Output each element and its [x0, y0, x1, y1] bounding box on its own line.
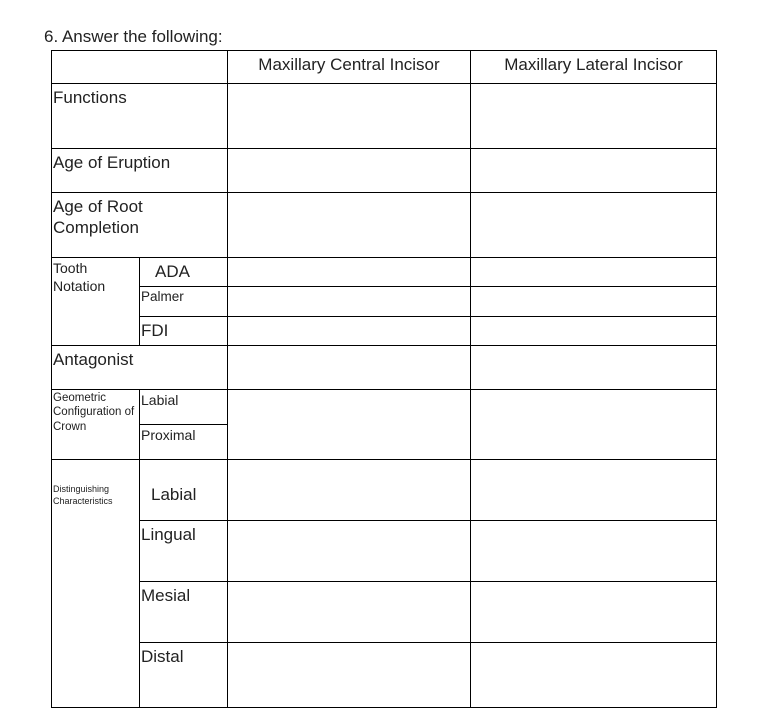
answer-cell-lateral[interactable]: [471, 193, 716, 257]
table-border-top: [51, 50, 717, 51]
answer-cell-lateral[interactable]: [471, 460, 716, 520]
answer-cell-lateral[interactable]: [471, 521, 716, 581]
answer-cell-lateral[interactable]: [471, 582, 716, 642]
table-border-bottom: [51, 707, 717, 708]
answer-cell-central[interactable]: [228, 582, 470, 642]
row-label-geometric-configuration: Geometric Configuration of Crown: [53, 392, 135, 433]
row-label-ada: ADA: [155, 262, 190, 281]
row-label-age-of-eruption: Age of Eruption: [53, 153, 171, 172]
row-label-distinguishing-mesial: Mesial: [141, 586, 191, 605]
answer-cell-central[interactable]: [228, 287, 470, 316]
row-label-palmer: Palmer: [141, 289, 184, 304]
row-label-geometric-labial: Labial: [141, 392, 179, 408]
row-label-fdi: FDI: [141, 321, 169, 340]
answer-cell-central[interactable]: [228, 193, 470, 257]
answer-cell-central[interactable]: [228, 460, 470, 520]
column-header-lateral-incisor: Maxillary Lateral Incisor: [504, 55, 683, 74]
row-label-geometric-proximal: Proximal: [141, 427, 196, 443]
question-title: 6. Answer the following:: [44, 27, 223, 46]
answer-cell-central[interactable]: [228, 390, 470, 459]
table-border-right: [716, 50, 717, 708]
answer-cell-lateral[interactable]: [471, 149, 716, 192]
row-label-tooth-notation: Tooth Notation: [53, 260, 106, 294]
subheader-column-divider: [139, 389, 140, 459]
row-label-distinguishing-distal: Distal: [141, 647, 184, 666]
answer-cell-lateral[interactable]: [471, 258, 716, 286]
answer-cell-central[interactable]: [228, 258, 470, 286]
answer-cell-central[interactable]: [228, 643, 470, 707]
row-label-age-of-root-completion: Age of Root Completion: [53, 197, 143, 238]
row-label-distinguishing-lingual: Lingual: [141, 525, 196, 544]
answer-cell-central[interactable]: [228, 84, 470, 148]
row-label-antagonist: Antagonist: [53, 350, 134, 369]
answer-cell-lateral[interactable]: [471, 346, 716, 389]
row-divider: [139, 424, 227, 425]
answer-cell-central[interactable]: [228, 346, 470, 389]
answer-cell-lateral[interactable]: [471, 643, 716, 707]
row-label-functions: Functions: [53, 88, 127, 107]
answer-cell-central[interactable]: [228, 317, 470, 345]
row-label-distinguishing-characteristics: Distinguishing Characteristics: [53, 484, 113, 506]
subheader-column-divider: [139, 459, 140, 708]
answer-cell-lateral[interactable]: [471, 317, 716, 345]
answer-cell-central[interactable]: [228, 149, 470, 192]
table-border-left: [51, 50, 52, 708]
row-label-distinguishing-labial: Labial: [151, 485, 197, 504]
answer-cell-lateral[interactable]: [471, 84, 716, 148]
answer-cell-central[interactable]: [228, 521, 470, 581]
column-header-central-incisor: Maxillary Central Incisor: [258, 55, 440, 74]
subheader-column-divider: [139, 257, 140, 345]
answer-cell-lateral[interactable]: [471, 390, 716, 459]
answer-cell-lateral[interactable]: [471, 287, 716, 316]
